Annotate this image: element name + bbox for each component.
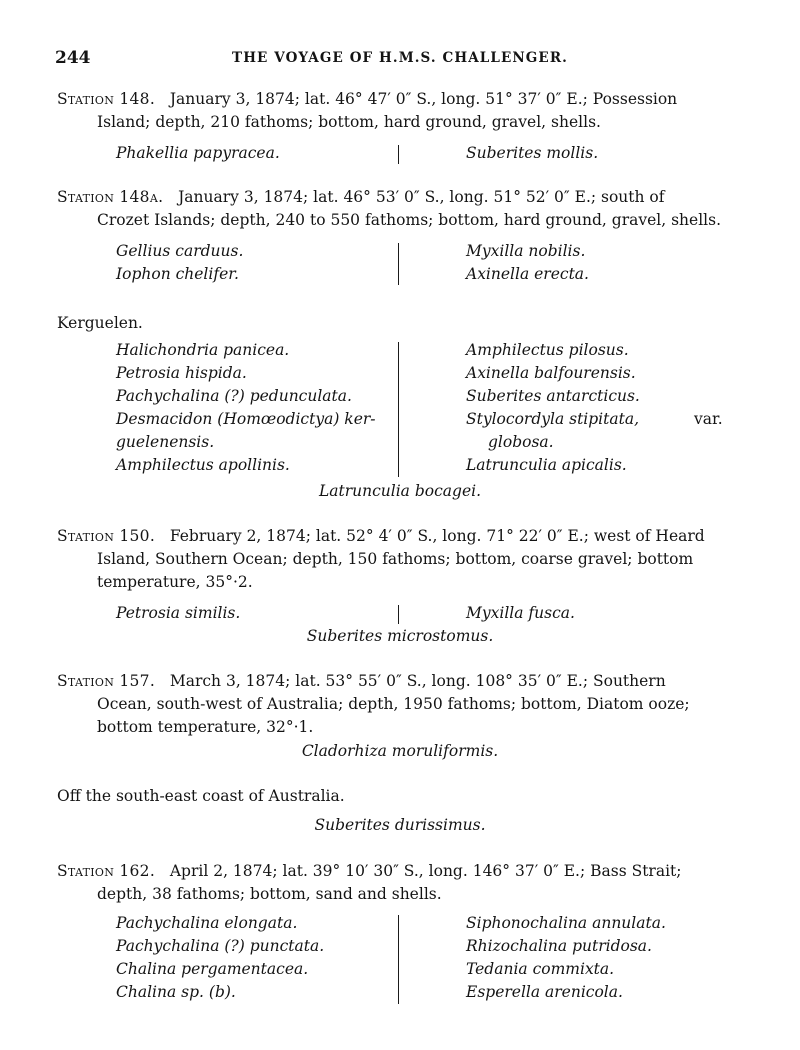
species-name: Pachychalina (?) punctata. (116, 937, 325, 955)
column-divider (398, 243, 399, 285)
species-name: Gellius carduus. (116, 242, 244, 260)
column-divider (398, 605, 399, 624)
column-divider (398, 145, 399, 164)
species-name: Siphonochalina annulata. (466, 914, 666, 932)
kerguelen-heading (57, 312, 747, 335)
variety-label: var. (694, 410, 723, 428)
station-details-line: January 3, 1874; lat. 46° 47′ 0″ S., long. 51° 37′ 0″ E.; Possession (169, 90, 678, 108)
kerguelen-species (116, 339, 746, 477)
station-148-species (116, 142, 746, 165)
centered-species: Suberites durissimus. (314, 816, 486, 834)
station-label: Station 148. (57, 90, 156, 108)
se-australia-heading (57, 785, 747, 808)
station-label: Station 162. (57, 862, 156, 880)
station-details-line: February 2, 1874; lat. 52° 4′ 0″ S., long. 71° 22′ 0″ E.; west of Heard (169, 527, 705, 545)
species-name: guelenensis. (116, 433, 215, 451)
station-label: Station 157. (57, 672, 156, 690)
species-name: Pachychalina (?) pedunculata. (116, 387, 352, 405)
species-name: Stylocordyla stipitata, (466, 410, 640, 428)
station-details-line: April 2, 1874; lat. 39° 10′ 30″ S., long. 146° 37′ 0″ E.; Bass Strait; (169, 862, 682, 880)
station-150-species (116, 602, 746, 625)
species-name: Chalina pergamentacea. (116, 960, 309, 978)
page-header (55, 48, 745, 72)
station-details-line: January 3, 1874; lat. 46° 53′ 0″ S., long. 51° 52′ 0″ E.; south of (178, 188, 665, 206)
centered-species: Latrunculia bocagei. (318, 482, 482, 500)
station-162-species (116, 912, 746, 1004)
species-name: Rhizochalina putridosa. (466, 937, 652, 955)
station-details-line: Island, Southern Ocean; depth, 150 fathoms; bottom, coarse gravel; bottom (97, 550, 694, 568)
species-name: Petrosia similis. (116, 604, 241, 622)
species-name: Myxilla nobilis. (466, 242, 586, 260)
species-name: Chalina sp. (116, 983, 204, 1001)
locality-heading: Kerguelen. (57, 314, 143, 332)
running-title: THE VOYAGE OF H.M.S. CHALLENGER. (232, 50, 568, 66)
station-label: Station 148a. (57, 188, 164, 206)
species-name: Esperella arenicola. (466, 983, 623, 1001)
centered-species: Suberites microstomus. (306, 627, 494, 645)
species-name: Axinella erecta. (466, 265, 589, 283)
station-details-line: Island; depth, 210 fathoms; bottom, hard ground, gravel, shells. (97, 113, 601, 131)
species-name: Pachychalina elongata. (116, 914, 298, 932)
station-label: Station 150. (57, 527, 156, 545)
species-name: Petrosia hispida. (116, 364, 247, 382)
species-name: Phakellia papyracea. (116, 144, 280, 162)
station-details-line: Ocean, south-west of Australia; depth, 1950 fathoms; bottom, Diatom ooze; (97, 695, 690, 713)
species-name: Myxilla fusca. (466, 604, 575, 622)
species-name: Suberites mollis. (466, 144, 599, 162)
station-157-description (57, 670, 747, 739)
station-148a-description (57, 186, 747, 232)
species-name: Iophon chelifer. (116, 265, 239, 283)
column-divider (398, 342, 399, 477)
station-150-description (57, 525, 747, 594)
species-qualifier: (b). (208, 983, 236, 1001)
species-name: globosa. (488, 433, 554, 451)
centered-species: Cladorhiza moruliformis. (301, 742, 499, 760)
column-divider (398, 915, 399, 1004)
station-details-line: Crozet Islands; depth, 240 to 550 fathoms; bottom, hard ground, gravel, shells. (97, 211, 721, 229)
species-name: Latrunculia apicalis. (466, 456, 627, 474)
species-name: Desmacidon (Homœodictya) ker- (116, 410, 376, 428)
station-details-line: depth, 38 fathoms; bottom, sand and shells. (97, 885, 442, 903)
species-name: Amphilectus pilosus. (466, 341, 629, 359)
station-162-description (57, 860, 747, 906)
station-148a-species (116, 240, 746, 286)
station-details-line: temperature, 35°·2. (97, 573, 253, 591)
station-details-line: March 3, 1874; lat. 53° 55′ 0″ S., long. 108° 35′ 0″ E.; Southern (169, 672, 666, 690)
species-name: Axinella balfourensis. (466, 364, 636, 382)
station-148-description (57, 88, 747, 134)
species-name: Tedania commixta. (466, 960, 615, 978)
species-name: Suberites antarcticus. (466, 387, 640, 405)
species-name: Halichondria panicea. (116, 341, 290, 359)
species-name: Amphilectus apollinis. (116, 456, 290, 474)
page-number: 244 (55, 48, 91, 68)
station-details-line: bottom temperature, 32°·1. (97, 718, 314, 736)
locality-heading: Off the south-east coast of Australia. (57, 787, 345, 805)
